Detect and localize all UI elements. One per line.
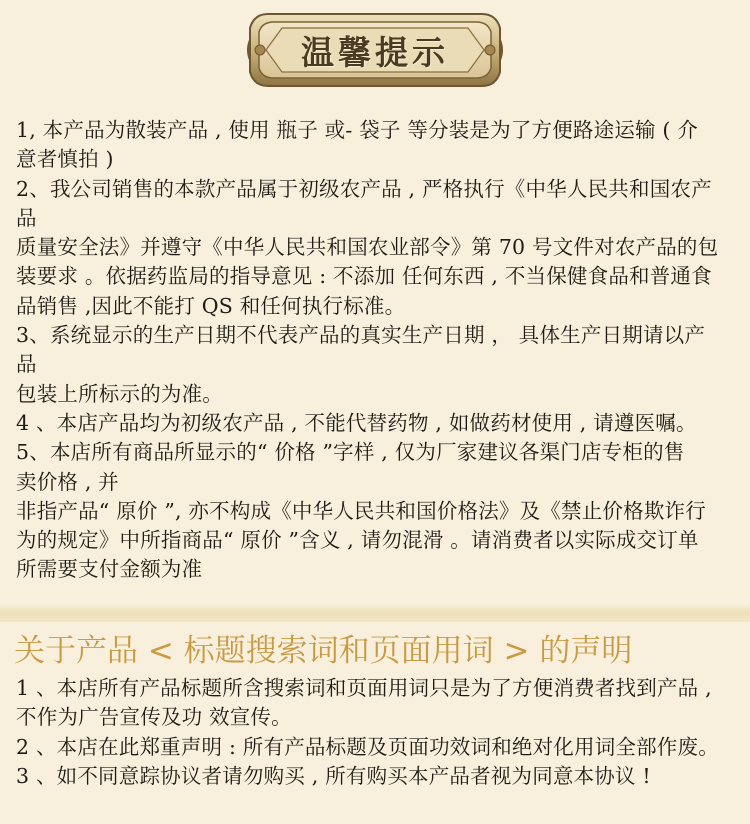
declaration-line: 3 、如不同意踪协议者请勿购买 , 所有购买本产品者视为同意本协议 ! bbox=[16, 763, 651, 788]
notice-line: 1, 本产品为散装产品 , 使用 瓶子 或- 袋子 等分装是为了方便路途运输 ( 介 bbox=[16, 118, 699, 142]
notice-line: 4 、本店产品均为初级农产品 , 不能代替药物 , 如做药材使用 , 请遵医嘱。 bbox=[16, 410, 697, 435]
notice-line: 品 bbox=[16, 205, 37, 230]
notice-line: 装要求 。依据药监局的指导意见 : 不添加 任何东西 , 不当保健食品和普通食 bbox=[16, 264, 712, 289]
notice-line: 非指产品“ 原价 ”, 亦不构成《中华人民共和国价格法》及《禁止价格欺诈行 bbox=[16, 498, 706, 523]
notice-line: 意者慎拍 ) bbox=[16, 147, 114, 172]
notice-line: 5、本店所有商品所显示的“ 价格 ”字样 , 仅为厂家建议各渠门店专柜的售 bbox=[16, 440, 685, 465]
notice-line: 品销售 ,因此不能打 QS 和任何执行标准。 bbox=[16, 293, 406, 318]
notice-line: 包装上所标示的为准。 bbox=[16, 381, 223, 406]
declaration-line: 不作为广告宣传及功 效宣传。 bbox=[16, 705, 292, 730]
declaration-heading: 关于产品 < 标题搜索词和页面用词 > 的声明 bbox=[14, 633, 633, 669]
declaration-body bbox=[16, 674, 740, 791]
notice-line: 品 bbox=[16, 352, 37, 377]
notice-line: 3、系统显示的生产日期不代表产品的真实生产日期 ， 具体生产日期请以产 bbox=[16, 323, 706, 348]
notice-line: 卖价格 , 并 bbox=[16, 469, 119, 494]
declaration-line: 2 、本店在此郑重声明 : 所有产品标题及页面功效词和绝对化用词全部作废。 bbox=[16, 734, 719, 759]
banner-title: 温馨提示 bbox=[301, 32, 449, 72]
notice-line: 2、我公司销售的本款产品属于初级农产品 , 严格执行《中华人民共和国农产 bbox=[16, 176, 712, 201]
declaration-line: 1 、本店所有产品标题所含搜索词和页面用词只是为了方便消费者找到产品 , bbox=[16, 676, 712, 700]
header-banner bbox=[0, 0, 750, 104]
notice-body bbox=[16, 116, 740, 585]
notice-line: 为的规定》中所指商品“ 原价 ”含义 , 请勿混滑 。请消费者以实际成交订单 bbox=[16, 528, 699, 553]
section-divider bbox=[0, 604, 750, 622]
notice-line: 所需要支付金额为准 bbox=[16, 557, 203, 582]
notice-line: 质量安全法》并遵守《中华人民共和国农业部令》第 70 号文件对农产品的包 bbox=[16, 235, 719, 260]
